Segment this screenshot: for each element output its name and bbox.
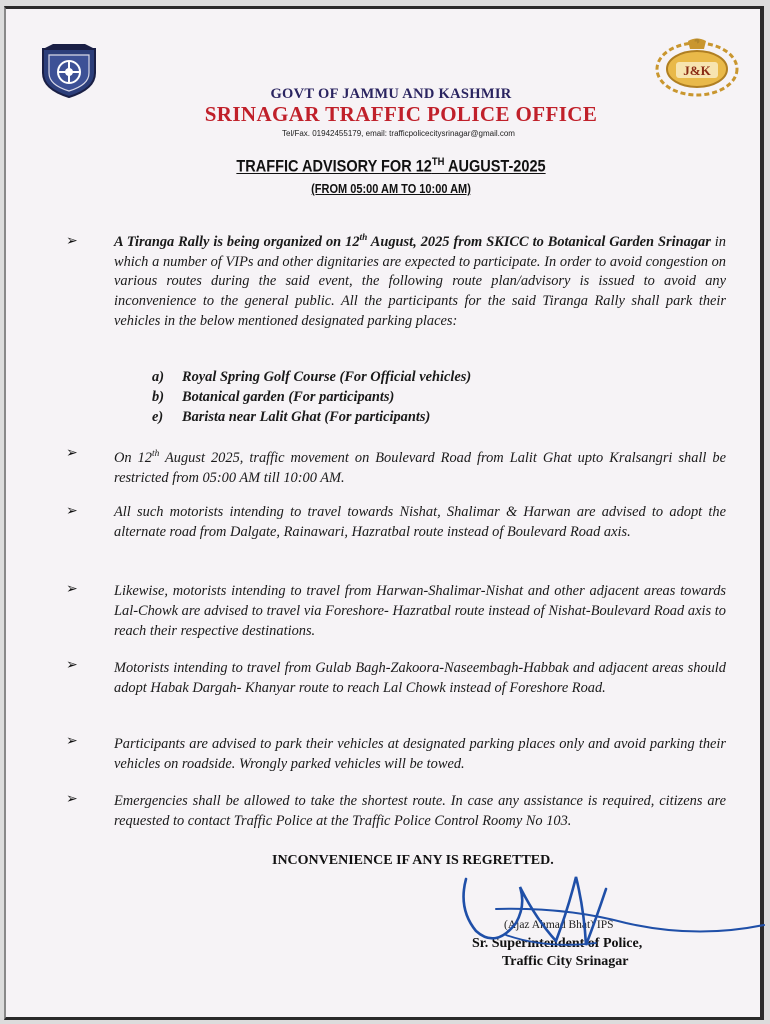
signatory-location: Traffic City Srinagar [502,954,629,969]
advisory-point: Motorists intending to travel from Gulab Bagh-Zakoora-Naseembagh-Habbak and adjacent areas should adopt Habak Dargah- Khanyar route to reach Lal Chowk instead of Foreshore Road. [114,660,726,696]
advisory-title: TRAFFIC ADVISORY FOR 12TH AUGUST-2025 [236,156,546,176]
bullet-arrow-icon: ➢ [66,445,78,461]
office-heading: SRINAGAR TRAFFIC POLICE OFFICE [204,102,598,126]
bullet-arrow-icon: ➢ [66,503,78,519]
advisory-point: Emergencies shall be allowed to take the shortest route. In case any assistance is required, citizens are requested to contact Traffic Police at the Traffic Police Control Roomy No 103. [114,793,726,829]
govt-heading: GOVT OF JAMMU AND KASHMIR [270,86,512,102]
contact-line: Tel/Fax. 01942455179, email: trafficpolicecitysrinagar@gmail.com [282,129,515,138]
bullet-arrow-icon: ➢ [66,657,78,673]
parking-item: a) Royal Spring Golf Course (For Official vehicles) [152,369,472,385]
bullet-arrow-icon: ➢ [66,733,78,749]
signatory-name: (Ajaz Ahmad Bhat) IPS [504,919,614,931]
advisory-point: Likewise, motorists intending to travel from Harwan-Shalimar-Nishat and other adjacent areas towards Lal-Chowk are advised to travel via Foreshore- Hazratbal route instead of Nishat-Boulevard Road axis to reach their respective destinations. [114,583,726,639]
parking-item: e) Barista near Lalit Ghat (For participants) [152,409,431,425]
advisory-point: All such motorists intending to travel towards Nishat, Shalimar & Harwan are advised to adopt the alternate road from Dalgate, Rainawari, Hazratbal route instead of Boulevard Road axis. [114,504,726,540]
closing-statement: INCONVENIENCE IF ANY IS REGRETTED. [272,853,554,868]
advisory-point: On 12th August 2025, traffic movement on Boulevard Road from Lalit Ghat upto Kralsangri shall be restricted from 05:00 AM till 10:00 AM. [114,449,727,486]
bullet-arrow-icon: ➢ [66,791,78,807]
parking-item: b) Botanical garden (For participants) [152,389,395,405]
advisory-subtitle: (FROM 05:00 AM TO 10:00 AM) [311,182,471,196]
bullet-arrow-icon: ➢ [66,581,78,597]
bullet-arrow-icon: ➢ [66,233,78,249]
document-page [4,6,764,1020]
signatory-designation: Sr. Superintendent of Police, [472,936,643,951]
advisory-point: Participants are advised to park their vehicles at designated parking places only and avoid parking their vehicles on roadside. Wrongly parked vehicles will be towed. [114,736,726,772]
intro-paragraph: A Tiranga Rally is being organized on 12th August, 2025 from SKICC to Botanical Garden Srinagar in which a number of VIPs and other dignitaries are expected to participate. In order to avoid congestion on various routes during the said event, the following route plan/advisory is issued to avoid any inconvenience to the general public. All the participants for the said Tiranga Rally shall park their vehicles in the below mentioned designated parking places: [114,233,726,329]
jk-emblem-text: J&K [683,63,711,78]
